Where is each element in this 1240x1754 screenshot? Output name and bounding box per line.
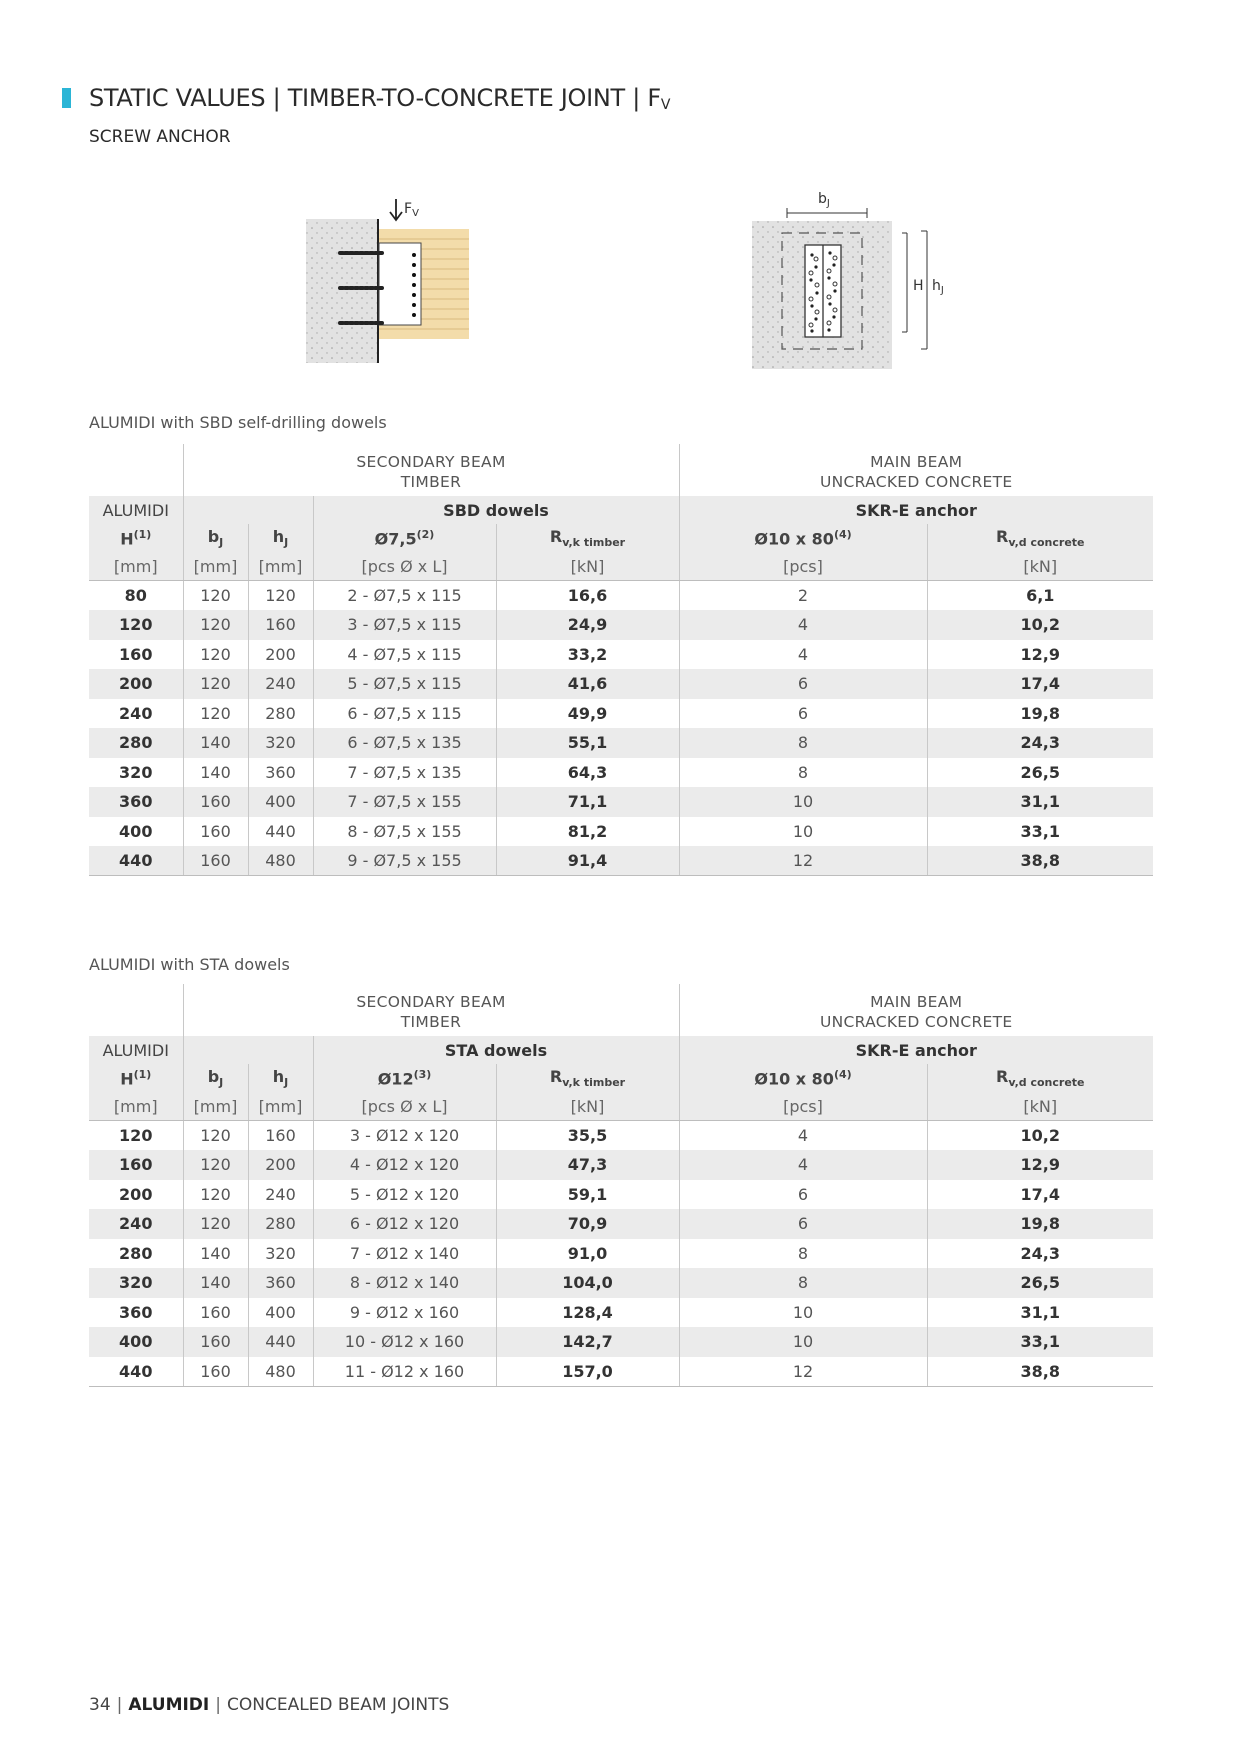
table-cell: 160: [183, 817, 248, 847]
table-cell: 120: [89, 610, 183, 640]
unit-cell: [mm]: [183, 1093, 248, 1121]
table-cell: 360: [89, 787, 183, 817]
group-main-beam: MAIN BEAM UNCRACKED CONCRETE: [679, 444, 1153, 496]
col-hj: $h_J$: [248, 1064, 313, 1093]
col-dowel: Ø12$^{(3)}$: [313, 1064, 496, 1093]
table-cell: 400: [248, 1298, 313, 1328]
table-row: [89, 1327, 1153, 1357]
page-footer: 34 | ALUMIDI | CONCEALED BEAM JOINTS: [89, 1695, 450, 1715]
table-cell: 120: [183, 1121, 248, 1151]
col-bj: $b_J$: [183, 1064, 248, 1093]
group-main-beam: MAIN BEAM UNCRACKED CONCRETE: [679, 984, 1153, 1036]
table-cell: 160: [248, 1121, 313, 1151]
anchor-group-label: SKR-E anchor: [679, 1036, 1153, 1064]
table-cell: 120: [183, 1180, 248, 1210]
table-row: [89, 758, 1153, 788]
table-cell: 4 - Ø12 x 120: [313, 1150, 496, 1180]
unit-cell: [mm]: [183, 553, 248, 581]
table-cell: 6,1: [927, 581, 1153, 611]
col-bj: $b_J$: [183, 524, 248, 553]
table-cell: 4: [679, 1150, 927, 1180]
table-cell: 4 - Ø7,5 x 115: [313, 640, 496, 670]
table-cell: 160: [183, 1327, 248, 1357]
side-view-diagram: [300, 195, 490, 375]
table-cell: 33,2: [496, 640, 679, 670]
table-cell: 360: [248, 758, 313, 788]
table-cell: 280: [248, 1209, 313, 1239]
table-cell: 360: [248, 1268, 313, 1298]
table-row: [89, 1121, 1153, 1151]
table-cell: 240: [248, 1180, 313, 1210]
table-cell: 17,4: [927, 1180, 1153, 1210]
col-rvk-timber: $R_{v,k timber}$: [496, 524, 679, 553]
table-cell: 12: [679, 846, 927, 876]
table-cell: 360: [119, 1302, 153, 1322]
col-rvd-concrete: $R_{v,d concrete}$: [927, 524, 1153, 553]
table-cell: 31,1: [927, 787, 1153, 817]
table-cell: 320: [89, 1268, 183, 1298]
table-cell: 120: [183, 581, 248, 611]
table-cell: 440: [89, 1357, 183, 1387]
table-cell: 6: [679, 669, 927, 699]
dowel-group-label: STA dowels: [313, 1036, 679, 1064]
table-cell: 3 - Ø12 x 120: [313, 1121, 496, 1151]
table-cell: 11 - Ø12 x 160: [313, 1357, 496, 1387]
table-cell: 6 - Ø7,5 x 135: [313, 728, 496, 758]
col-hj: $h_J$: [248, 524, 313, 553]
table-cell: 120: [248, 581, 313, 611]
table-cell: 81,2: [496, 817, 679, 847]
table-cell: 24,9: [496, 610, 679, 640]
table-cell: 41,6: [496, 669, 679, 699]
unit-cell: [kN]: [496, 1093, 679, 1121]
table-cell: 200: [248, 1150, 313, 1180]
table-cell: 10: [679, 1327, 927, 1357]
table1-body: [89, 581, 1153, 876]
table-cell: 400: [89, 1327, 183, 1357]
table-cell: 200: [119, 1184, 153, 1204]
table-cell: 142,7: [496, 1327, 679, 1357]
table-cell: 480: [248, 1357, 313, 1387]
table-cell: 128,4: [496, 1298, 679, 1328]
table-sbd-dowels: [89, 444, 1153, 876]
table-cell: 140: [183, 1239, 248, 1269]
table-cell: 2: [679, 581, 927, 611]
table-cell: 4: [679, 640, 927, 670]
table-cell: 3 - Ø7,5 x 115: [313, 610, 496, 640]
table-cell: 240: [89, 1209, 183, 1239]
table-sta-dowels: [89, 984, 1153, 1387]
table-cell: 5 - Ø7,5 x 115: [313, 669, 496, 699]
table-cell: 320: [248, 728, 313, 758]
page-subtitle: SCREW ANCHOR: [89, 127, 231, 147]
unit-cell: [mm]: [248, 553, 313, 581]
table-cell: 104,0: [496, 1268, 679, 1298]
table-row: [89, 1357, 1153, 1387]
table-cell: 38,8: [927, 1357, 1153, 1387]
table-cell: 91,0: [496, 1239, 679, 1269]
table-cell: 8: [679, 728, 927, 758]
table-cell: 160: [248, 610, 313, 640]
table-cell: 49,9: [496, 699, 679, 729]
table-cell: 480: [248, 846, 313, 876]
table-cell: 160: [183, 1298, 248, 1328]
svg-text:FV: $F_V$: [404, 201, 419, 219]
anchor-group-label: SKR-E anchor: [679, 496, 1153, 524]
table-cell: 10: [679, 817, 927, 847]
col-dowel: Ø7,5$^{(2)}$: [313, 524, 496, 553]
table-cell: 320: [248, 1239, 313, 1269]
table-cell: 26,5: [927, 758, 1153, 788]
table-cell: 19,8: [927, 1209, 1153, 1239]
table-cell: 80: [124, 586, 147, 605]
table-cell: 64,3: [496, 758, 679, 788]
title-accent-bar: [62, 88, 71, 108]
svg-text:bJ: $b_J$: [818, 191, 830, 209]
table-row: [89, 1180, 1153, 1210]
page-title: STATIC VALUES | TIMBER-TO-CONCRETE JOINT | $F_V$: [89, 84, 671, 113]
table-cell: 200: [248, 640, 313, 670]
table-cell: 120: [183, 640, 248, 670]
table-cell: 320: [119, 762, 153, 782]
table-cell: 16,6: [496, 581, 679, 611]
table-cell: 160: [183, 846, 248, 876]
table-row: [89, 640, 1153, 670]
group-secondary-beam: SECONDARY BEAM TIMBER: [183, 444, 679, 496]
table-cell: 440: [248, 817, 313, 847]
col-rvk-timber: $R_{v,k timber}$: [496, 1064, 679, 1093]
table-cell: 280: [248, 699, 313, 729]
table-cell: 10: [679, 787, 927, 817]
table-cell: 47,3: [496, 1150, 679, 1180]
table-cell: 6: [679, 1209, 927, 1239]
table-cell: 70,9: [496, 1209, 679, 1239]
table-cell: 4: [679, 610, 927, 640]
table-cell: 120: [183, 610, 248, 640]
svg-text:H: H: [913, 278, 924, 294]
group-secondary-beam: SECONDARY BEAM TIMBER: [183, 984, 679, 1036]
table-cell: 6 - Ø7,5 x 115: [313, 699, 496, 729]
table-row: [89, 1239, 1153, 1269]
table-cell: 31,1: [927, 1298, 1153, 1328]
col-rvd-concrete: $R_{v,d concrete}$: [927, 1064, 1153, 1093]
table-cell: 9 - Ø12 x 160: [313, 1298, 496, 1328]
table-cell: 280: [119, 1243, 153, 1263]
table-row: [89, 1298, 1153, 1328]
table-cell: 10,2: [927, 1121, 1153, 1151]
table-cell: 12,9: [927, 640, 1153, 670]
table-cell: 440: [89, 846, 183, 876]
table-cell: 157,0: [496, 1357, 679, 1387]
table-cell: 7 - Ø12 x 140: [313, 1239, 496, 1269]
table-cell: 240: [119, 703, 153, 723]
table-cell: 6: [679, 1180, 927, 1210]
table-cell: 8: [679, 758, 927, 788]
table-cell: 10 - Ø12 x 160: [313, 1327, 496, 1357]
table-row: [89, 581, 1153, 611]
table-cell: 4: [679, 1121, 927, 1151]
table-row: [89, 669, 1153, 699]
table-cell: 6 - Ø12 x 120: [313, 1209, 496, 1239]
table-cell: 12: [679, 1357, 927, 1387]
table-cell: 24,3: [927, 728, 1153, 758]
table-cell: 10,2: [927, 610, 1153, 640]
table-cell: 12,9: [927, 1150, 1153, 1180]
col-alumidi: ALUMIDI: [89, 496, 183, 524]
table-cell: 9 - Ø7,5 x 155: [313, 846, 496, 876]
unit-cell: [pcs Ø x L]: [313, 553, 496, 581]
dowel-group-label: SBD dowels: [313, 496, 679, 524]
table-cell: 38,8: [927, 846, 1153, 876]
footer-section: CONCEALED BEAM JOINTS: [226, 1695, 450, 1715]
table-cell: 140: [183, 728, 248, 758]
table-cell: 59,1: [496, 1180, 679, 1210]
table-cell: 8 - Ø7,5 x 155: [313, 817, 496, 847]
table-row: [89, 787, 1153, 817]
unit-cell: [kN]: [927, 1093, 1153, 1121]
table-cell: 120: [183, 1209, 248, 1239]
table-row: [89, 1268, 1153, 1298]
front-section-diagram: [750, 185, 950, 370]
table-cell: 19,8: [927, 699, 1153, 729]
table-cell: 140: [183, 758, 248, 788]
table-cell: 160: [119, 644, 153, 664]
unit-cell: [pcs Ø x L]: [313, 1093, 496, 1121]
table-cell: 7 - Ø7,5 x 135: [313, 758, 496, 788]
col-h: $H^{(1)}$: [89, 524, 183, 553]
table-cell: 400: [119, 821, 153, 841]
table-cell: 17,4: [927, 669, 1153, 699]
table-cell: 8: [679, 1239, 927, 1269]
table-cell: 160: [183, 1357, 248, 1387]
table2-caption: ALUMIDI with STA dowels: [89, 955, 290, 974]
table-cell: 5 - Ø12 x 120: [313, 1180, 496, 1210]
table-cell: 6: [679, 699, 927, 729]
page-number: 34: [89, 1695, 111, 1715]
table-row: [89, 610, 1153, 640]
table-cell: 55,1: [496, 728, 679, 758]
unit-cell: [pcs]: [679, 553, 927, 581]
table-row: [89, 699, 1153, 729]
table-cell: 120: [119, 1126, 153, 1145]
table1-caption: ALUMIDI with SBD self-drilling dowels: [89, 413, 387, 432]
table-cell: 24,3: [927, 1239, 1153, 1269]
unit-cell: [kN]: [927, 553, 1153, 581]
table-row: [89, 1209, 1153, 1239]
table-cell: 120: [183, 699, 248, 729]
table-cell: 10: [679, 1298, 927, 1328]
table-cell: 2 - Ø7,5 x 115: [313, 581, 496, 611]
table-row: [89, 817, 1153, 847]
col-anchor: Ø10 x 80$^{(4)}$: [679, 1064, 927, 1093]
table-row: [89, 728, 1153, 758]
unit-cell: [kN]: [496, 553, 679, 581]
unit-cell: [mm]: [89, 1093, 183, 1121]
unit-cell: [mm]: [89, 553, 183, 581]
table-row: [89, 846, 1153, 876]
svg-text:hJ: $h_J$: [932, 278, 944, 296]
table-cell: 71,1: [496, 787, 679, 817]
col-h: $H^{(1)}$: [89, 1064, 183, 1093]
footer-brand: ALUMIDI: [128, 1695, 210, 1715]
col-anchor: Ø10 x 80$^{(4)}$: [679, 524, 927, 553]
unit-cell: [mm]: [248, 1093, 313, 1121]
table2-body: [89, 1121, 1153, 1387]
table-cell: 400: [248, 787, 313, 817]
table-cell: 120: [183, 1150, 248, 1180]
table-cell: 240: [248, 669, 313, 699]
table-cell: 140: [183, 1268, 248, 1298]
table-cell: 26,5: [927, 1268, 1153, 1298]
table-row: [89, 1150, 1153, 1180]
table-cell: 200: [89, 669, 183, 699]
col-alumidi: ALUMIDI: [89, 1036, 183, 1064]
unit-cell: [pcs]: [679, 1093, 927, 1121]
table-cell: 35,5: [496, 1121, 679, 1151]
table-cell: 8 - Ø12 x 140: [313, 1268, 496, 1298]
table-cell: 120: [183, 669, 248, 699]
table-cell: 8: [679, 1268, 927, 1298]
table-cell: 160: [183, 787, 248, 817]
table-cell: 33,1: [927, 1327, 1153, 1357]
table-cell: 7 - Ø7,5 x 155: [313, 787, 496, 817]
table-cell: 280: [89, 728, 183, 758]
table-cell: 160: [89, 1150, 183, 1180]
table-cell: 440: [248, 1327, 313, 1357]
table-cell: 91,4: [496, 846, 679, 876]
table-cell: 33,1: [927, 817, 1153, 847]
